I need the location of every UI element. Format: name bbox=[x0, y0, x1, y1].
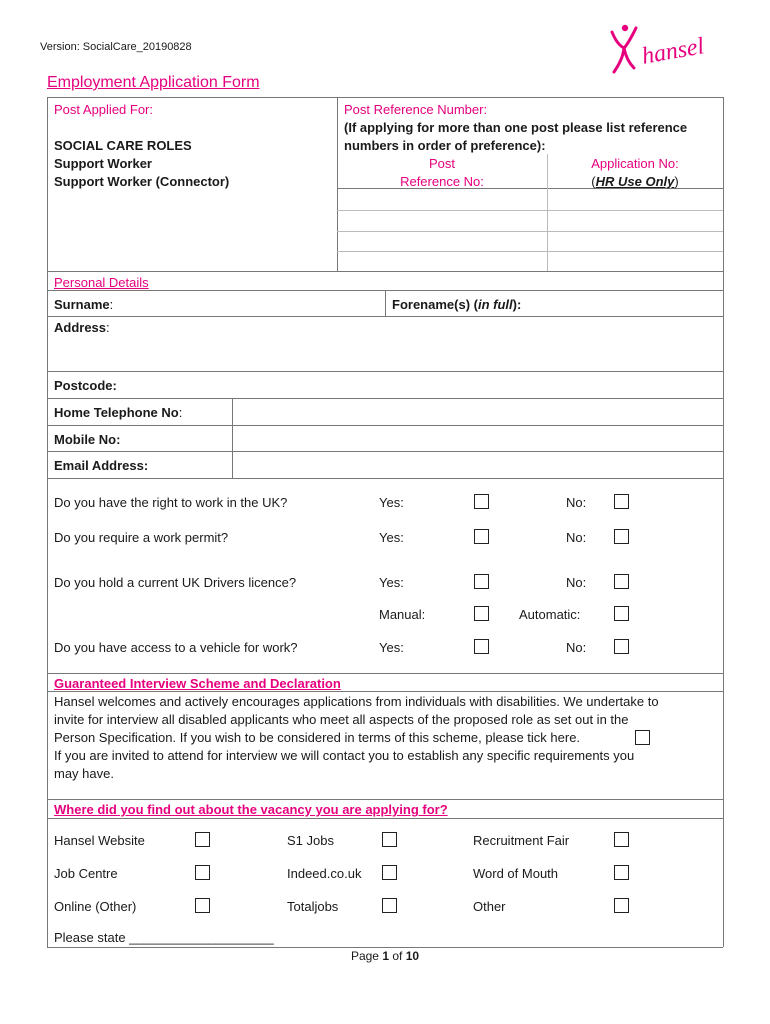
home-telephone-label: Home Telephone No: bbox=[54, 405, 183, 420]
role-support-worker: Support Worker bbox=[54, 156, 152, 171]
q-right-to-work-no-label: No: bbox=[566, 495, 587, 510]
postcode-label: Postcode: bbox=[54, 378, 117, 393]
mobile-label: Mobile No: bbox=[54, 432, 121, 447]
source-hansel-website-label: Hansel Website bbox=[54, 833, 145, 848]
personal-details-title: Personal Details bbox=[54, 275, 149, 290]
q-work-permit: Do you require a work permit? bbox=[54, 530, 229, 545]
interview-scheme-line-1: Hansel welcomes and actively encourages applications from individuals with disabilities. We undertake to bbox=[54, 694, 659, 709]
form-title: Employment Application Form bbox=[47, 74, 260, 91]
col-post-header-1: Post bbox=[428, 156, 455, 171]
post-ref-number-label: Post Reference Number: bbox=[344, 102, 488, 117]
role-support-worker-connector: Support Worker (Connector) bbox=[54, 174, 230, 189]
manual-checkbox[interactable] bbox=[474, 606, 489, 621]
please-state-field[interactable]: Please state ____________________ bbox=[54, 930, 274, 945]
hansel-logo-figure-icon bbox=[606, 18, 731, 74]
page-number: Page 1 of 10 bbox=[350, 949, 420, 963]
source-online-other-checkbox[interactable] bbox=[195, 898, 210, 913]
version-label: Version: SocialCare_20190828 bbox=[40, 41, 192, 53]
email-label: Email Address: bbox=[54, 458, 149, 473]
source-recruitment-fair-checkbox[interactable] bbox=[614, 832, 629, 847]
source-s1-jobs-label: S1 Jobs bbox=[287, 833, 334, 848]
q-vehicle-access-no-label: No: bbox=[566, 640, 587, 655]
source-job-centre-label: Job Centre bbox=[54, 866, 118, 881]
q-right-to-work-yes-label: Yes: bbox=[379, 495, 404, 510]
q-work-permit-no-label: No: bbox=[566, 530, 587, 545]
col-post-header-2: Reference No: bbox=[400, 174, 484, 189]
surname-label: Surname: bbox=[54, 297, 114, 312]
source-indeed-label: Indeed.co.uk bbox=[287, 866, 362, 881]
q-work-permit-yes-label: Yes: bbox=[379, 530, 404, 545]
source-word-of-mouth-checkbox[interactable] bbox=[614, 865, 629, 880]
manual-label: Manual: bbox=[379, 607, 426, 622]
automatic-label: Automatic: bbox=[519, 607, 581, 622]
q-vehicle-access: Do you have access to a vehicle for work? bbox=[54, 640, 298, 655]
q-vehicle-access-yes-label: Yes: bbox=[379, 640, 404, 655]
interview-scheme-tick-checkbox[interactable] bbox=[635, 730, 650, 745]
vehicle-access-no-checkbox[interactable] bbox=[614, 639, 629, 654]
vacancy-source-title: Where did you find out about the vacancy you are applying for? bbox=[54, 802, 448, 817]
source-recruitment-fair-label: Recruitment Fair bbox=[473, 833, 570, 848]
right-to-work-no-checkbox[interactable] bbox=[614, 494, 629, 509]
source-other-checkbox[interactable] bbox=[614, 898, 629, 913]
interview-scheme-line-5: may have. bbox=[54, 766, 114, 781]
source-other-label: Other bbox=[473, 899, 506, 914]
social-care-roles-heading: SOCIAL CARE ROLES bbox=[54, 138, 192, 153]
q-drivers-licence-yes-label: Yes: bbox=[379, 575, 404, 590]
source-s1-jobs-checkbox[interactable] bbox=[382, 832, 397, 847]
vehicle-access-yes-checkbox[interactable] bbox=[474, 639, 489, 654]
logo-wordmark: hansel bbox=[639, 33, 707, 70]
work-permit-no-checkbox[interactable] bbox=[614, 529, 629, 544]
hr-use-only: HR Use Only bbox=[595, 174, 675, 189]
source-totaljobs-checkbox[interactable] bbox=[382, 898, 397, 913]
source-indeed-checkbox[interactable] bbox=[382, 865, 397, 880]
forename-label: Forename(s) (in full): bbox=[392, 297, 522, 312]
post-applied-label: Post Applied For: bbox=[54, 102, 153, 117]
post-ref-note-line-1: (If applying for more than one post please list reference bbox=[344, 120, 688, 135]
source-hansel-website-checkbox[interactable] bbox=[195, 832, 210, 847]
automatic-checkbox[interactable] bbox=[614, 606, 629, 621]
source-job-centre-checkbox[interactable] bbox=[195, 865, 210, 880]
source-online-other-label: Online (Other) bbox=[54, 899, 137, 914]
col-app-header-2: (HR Use Only) bbox=[591, 174, 679, 189]
interview-scheme-line-2: invite for interview all disabled applicants who meet all aspects of the proposed role as set out in the bbox=[54, 712, 629, 727]
work-permit-yes-checkbox[interactable] bbox=[474, 529, 489, 544]
drivers-licence-no-checkbox[interactable] bbox=[614, 574, 629, 589]
q-drivers-licence-no-label: No: bbox=[566, 575, 587, 590]
post-ref-note-line-2: numbers in order of preference): bbox=[344, 138, 546, 153]
q-right-to-work: Do you have the right to work in the UK? bbox=[54, 495, 288, 510]
source-word-of-mouth-label: Word of Mouth bbox=[473, 866, 559, 881]
address-label: Address: bbox=[54, 320, 110, 335]
right-to-work-yes-checkbox[interactable] bbox=[474, 494, 489, 509]
hansel-logo bbox=[606, 18, 731, 74]
q-drivers-licence: Do you hold a current UK Drivers licence? bbox=[54, 575, 297, 590]
source-totaljobs-label: Totaljobs bbox=[287, 899, 339, 914]
drivers-licence-yes-checkbox[interactable] bbox=[474, 574, 489, 589]
interview-scheme-line-3: Person Specification. If you wish to be considered in terms of this scheme, please tick here. bbox=[54, 730, 581, 745]
col-app-header-1: Application No: bbox=[591, 156, 679, 171]
interview-scheme-line-4: If you are invited to attend for interview we will contact you to establish any specific requirements you bbox=[54, 748, 635, 763]
interview-scheme-title: Guaranteed Interview Scheme and Declaration bbox=[54, 676, 341, 691]
